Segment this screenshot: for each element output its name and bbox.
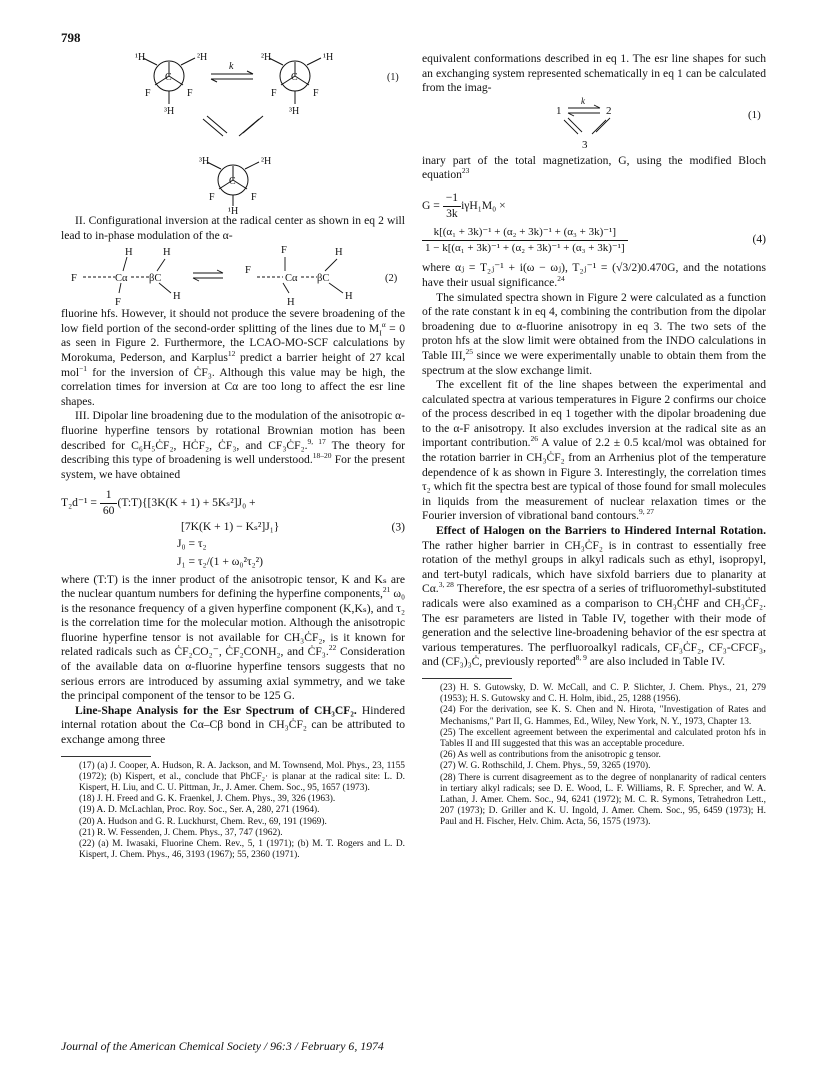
eq3-lhs: T₂d⁻¹ = [61,496,97,510]
ref-18-20: 18–20 [312,451,332,461]
footnote: (17) (a) J. Cooper, A. Hudson, R. A. Jackson, and M. Townsend, Mol. Phys., 23, 1155 (1972); (b) Kispert, et al., conclude that PhCF₂· is planar at the radical site: L. D. Kispert, H. Liu, and C. U. Pittman, Jr., J. Amer. Chem. Soc., 95, 1657 (1973). [79,760,405,794]
ref-9-27: 9, 27 [639,507,655,517]
text-fluorine-b: = 0 as seen in Figure 2. Furthermore, the LCAO-MO-SCF calculations by Morokuma, Pederson, and Karplus [61,321,405,364]
heading-lineshape: Line-Shape Analysis for the Esr Spectrum of CH₃CF₂. [75,703,357,717]
exchange-scheme [422,96,766,154]
text-lineshape: Hindered internal rotation about the Cα–Cβ bond in CH₃ĊF₂ can be attributed to exchange among three [61,703,406,747]
footnote: (18) J. H. Freed and G. K. Fraenkel, J. Chem. Phys., 39, 326 (1963). [79,794,336,805]
fig-label-f: F [313,88,319,99]
eq4-prefactor: $\frac{-1}{3k}$ [443,191,461,221]
ref-24: 24 [557,274,565,284]
fig-label-c: C [165,72,172,83]
exchange-scheme-svg [422,96,766,154]
ref-22: 22 [328,643,337,653]
fig-label-f: F [251,192,257,203]
eq2-label-h: H [163,247,171,259]
eq2-label-calpha: Cα [115,273,128,285]
eq2-label-calpha: Cα [285,273,298,285]
scheme-node-3: 3 [582,138,588,151]
scheme-k: k [581,95,585,106]
fig-label-f: F [145,88,151,99]
ref-25: 25 [465,347,474,357]
newman-projection-figure [61,52,405,214]
eq2-label-f: F [245,265,251,277]
eq3-fraction: $\frac{1}{60}$ [100,488,118,518]
page-number: 798 [61,30,81,45]
fig-label-h3: ³H [164,106,175,117]
eq2-inversion-figure [61,243,405,307]
sup-alpha: α [381,319,386,329]
scheme-node-1: 1 [556,104,562,117]
ref-21: 21 [382,585,391,595]
eq2-label-h: H [287,297,295,308]
eq3-line1: (T:T){[3K(K + 1) + 5Kₛ²]J₀ + [117,496,256,510]
text-fluorine-c: predict a barrier height of 27 kcal mol [61,350,405,379]
text-III-a: III. Dipolar line broadening due to the modulation of the anisotropic α-fluorine hyperfine tensors by rotational Brownian motion has been described for C₆H₅ĊF₂, HĊF₂, ĊF₃, and CF₃ĊF₂. [61,409,405,452]
right-column [422,52,766,829]
left-footnotes [61,756,405,862]
paragraph-where4 [422,261,766,290]
eq4-tail: iγH₁M₀ × [461,198,506,212]
fig-label-h3: ³H [199,156,210,167]
paragraph-III [61,409,405,482]
eq2-label-f: F [115,297,121,308]
sub-i: I [379,328,382,338]
footnote: (23) H. S. Gutowsky, D. W. McCall, and C. P. Slichter, J. Chem. Phys., 21, 279 (1953); H. S. Gutowsky and C. H. Holm, ibid., 25, 1288 (1956). [440,682,766,705]
eq2-label-h: H [335,247,343,259]
footnote: (26) As well as contributions from the anisotropic g tensor. [440,750,661,761]
fig-label-f: F [271,88,277,99]
paragraph-where [61,573,405,704]
ref-26: 26 [530,434,539,444]
text-fit-b: A value of 2.2 ± 0.5 kcal/mol was obtained for the rotation barrier in CH₃ĊF₂ from an Arrhenius plot of the temperature dependence of k as shown in Figure 3. Interestingly, the correlation times τ₂ which fit the spectra best are typical of those found for small molecules in liquids from the measurement of nuclear relaxation times or the Fourier inversion of vibrational band contours. [422,436,766,523]
text-fluorine-a: fluorine hfs. However, it should not produce the severe broadening of the low field portion of the second-order splitting of the lines due to M [61,307,405,335]
text-III-b: The theory for describing this type of broadening is well understood. [61,438,405,467]
paragraph-equivalent: equivalent conformations described in eq 1. The esr line shapes for such an exchanging system represented schematically in eq 1 can be calculated from the imag- [422,52,766,95]
ref-8-9: 8, 9 [575,653,587,663]
fig-label-k: k [229,61,234,72]
eq3-line2: [7K(K + 1) − Kₛ²]J₁} [181,520,280,534]
text-where4: where αⱼ = T₂ⱼ⁻¹ + i(ω − ωⱼ), T₂ⱼ⁻¹ = (√3/2)0.470G, and the notations have their usual significance. [422,261,766,289]
footnote: (19) A. D. McLachlan, Proc. Roy. Soc., Ser. A, 280, 271 (1964). [79,805,320,816]
scheme-node-2: 2 [606,104,612,117]
text-imag: inary part of the total magnetization, G, using the modified Bloch equation [422,153,766,182]
text-where-a: where (T:T) is the inner product of the anisotropic tensor, K and Kₛ are the nuclear quantum numbers for defining the hyperfine components, [61,572,405,601]
footnote: (28) There is current disagreement as to the degree of nonplanarity of radical centers in tertiary alkyl radicals; see D. E. Wood, L. F. Williams, R. F. Sprecher, and W. A. Lathan, J. Amer. Chem. Soc., 94, 6241 (1972); M. C. R. Symons, Tetrahedron Lett., 207 (1973); D. Griller and K. U. Ingold, J. Amer. Chem. Soc., 95, 6459 (1973); H. Paul and H. Fischer, Helv. Chim. Acta, 56, 1575 (1973). [440,772,766,828]
equation-4 [422,191,766,255]
journal-footer: Journal of the American Chemical Society / 96:3 / February 6, 1974 [61,1039,384,1053]
left-column [61,52,405,861]
fig-label-h2: ²H [261,156,272,167]
footnote-rule [422,678,512,679]
fig-label-f: F [209,192,215,203]
equation-3 [61,488,405,572]
fig-label-h2: ²H [261,52,272,63]
footnote: (24) For the derivation, see K. S. Chen and N. Hirota, "Investigation of Rates and Mechanisms," Part II, G. Hammes, Ed., Wiley, New York, N. Y., 1973, Chapter 13. [440,705,766,727]
fig-label-h1: ¹H [323,52,334,63]
text-effect-a: The rather higher barrier in CH₃ĊF₂ is in contrast to essentially free rotation of the methyl groups in alkyl radicals such as ethyl, isopropyl, and tert-butyl radicals, which have sixfold barriers due to planarity at Cα. [422,538,766,596]
newman-projections-svg [61,52,405,214]
ref-3-28: 3, 28 [438,580,454,590]
paragraph-imaginary [422,154,766,183]
right-footnotes [422,678,766,829]
eq2-label-f: F [71,273,77,285]
text-III-c: For the present system, we have obtained [61,453,405,481]
eq2-label-cbeta: βC [317,273,330,285]
text-where-b: ω₀ is the resonance frequency of a given hyperfine component (K,Kₛ), and τ₂ is the correlation time for the molecular motion. Although the anisotropic fluorine hyperfine tensor is not available for CH₃ĊF₂, is it known for related radicals such as ĊF₂CO₂⁻, ĊF₂CONH₂, and ĊF₃. [61,587,405,659]
eq3-number: (3) [391,520,405,534]
eq2-label-f: F [281,245,287,257]
footnote: (25) The excellent agreement between the experimental and calculated proton hfs in Tables II and III suggested that this was an acceptable procedure. [440,727,766,749]
text-where-c: Consideration of the available data on α-fluorine hyperfine tensors suggests that no serious errors are introduced by assuming axial symmetry, and we take the principal component of the tensor to be 125 G. [61,645,405,703]
fig-label-h1: ¹H [135,52,146,63]
heading-effect: Effect of Halogen on the Barriers to Hindered Internal Rotation. [436,524,766,538]
fig-label-h3: ³H [289,106,300,117]
scheme-number: (1) [748,108,761,121]
ref-9-17: 9, 17 [307,436,326,446]
paragraph-II: II. Configurational inversion at the radical center as shown in eq 2 will lead to in-phase modulation of the α- [61,214,405,242]
text-fluorine-d: for the inversion of ĊF₃. Although this value may be high, the correlation times for inversion at Cα are too long to affect the esr line shapes. [61,365,405,408]
paragraph-simulated [422,291,766,379]
eq4-main-fraction: $\frac{\text{k[(α₁ + 3k)⁻¹ + (α₂ + 3k)⁻¹ + (α₃ + 3k)⁻¹]}}{\text{1 − k[(α₁ + 3k)⁻¹ + (α₂ + 3k)⁻¹ + (α₃ + 3k)⁻¹]}}$ [422,225,628,255]
ref-23: 23 [461,166,470,176]
fig-label-h1: ¹H [228,206,239,214]
fig-label-c: C [291,72,298,83]
eq2-label-h: H [125,247,133,259]
eq1-number: (1) [387,72,399,83]
footnote: (27) W. G. Rothschild, J. Chem. Phys., 59, 3265 (1970). [440,761,651,772]
ref-12: 12 [227,349,236,359]
eq4-number: (4) [752,232,766,246]
paragraph-fit [422,378,766,524]
footnote: (22) (a) M. Iwasaki, Fluorine Chem. Rev., 5, 1 (1971); (b) M. T. Rogers and L. D. Kispert, J. Chem. Phys., 46, 3193 (1967); 55, 2360 (1971). [79,839,405,861]
footnote: (21) R. W. Fessenden, J. Chem. Phys., 37, 747 (1962). [79,827,283,838]
fig-label-f: F [187,88,193,99]
eq2-number: (2) [385,273,398,285]
eq2-svg [61,243,405,307]
text-effect-b: Therefore, the esr spectra of a series of trifluoromethyl-substituted radicals were also examined as a comparison to CH₃ĊHF and CH₃ĊF₂. The esr parameters are listed in Table IV, together with their mode of generation and the selective line-broadening behavior of the esr spectra at various temperatures. The perfluoroalkyl radicals, CF₃ĊF₂, CF₃-CFCF₃, and (CF₃)₃Ċ, previously reported [422,582,767,669]
eq-j0: J₀ = τ₂ [177,536,207,550]
sup-minus-one: −1 [79,363,88,373]
paragraph-effect [422,524,766,670]
eq2-label-h: H [345,291,353,303]
eq-j1: J₁ = τ₂/(1 + ω₀²τ₂²) [177,554,263,568]
footnote: (20) A. Hudson and G. R. Luckhurst, Chem. Rev., 69, 191 (1969). [79,816,327,827]
fig-label-h2: ²H [197,52,208,63]
eq2-label-h: H [173,291,181,303]
text-effect-c: are also included in Table IV. [586,655,726,669]
text-sim-b: since we were experimentally unable to obtain them from the spectrum at the slow exchange limit. [422,348,766,377]
footnote-rule [61,756,151,757]
eq2-label-cbeta: βC [149,273,162,285]
paragraph-fluorine [61,307,405,409]
paragraph-lineshape [61,704,405,748]
fig-label-c: C [229,176,236,187]
text-fit-a: The excellent fit of the line shapes between the experimental and calculated spectra at various temperatures in Figure 2 confirms our choice of the process described in eq 1 together with the dipolar broadening due to the α-F anisotropy. It also excludes inversion at the radical site as an important contribution. [422,378,766,450]
eq4-lhs: G = [422,198,440,212]
text-sim-a: The simulated spectra shown in Figure 2 were calculated as a function of the rate constant k in eq 4, combining the contribution from the dipolar broadening due to α-fluorine anisotropy in eq 3. The two sets of the proton hfs at the slow limit were obtained from the INDO calculations in Table III, [422,290,766,362]
